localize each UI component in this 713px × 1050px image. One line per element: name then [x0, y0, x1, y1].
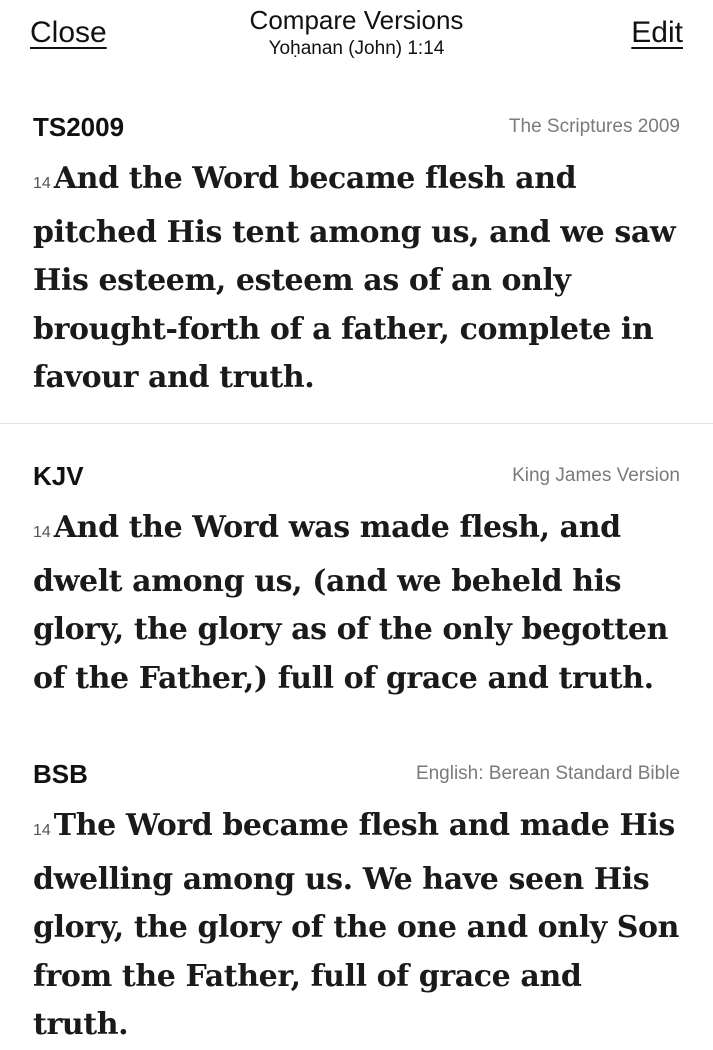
- version-full-name: King James Version: [512, 465, 680, 486]
- version-header: [33, 460, 680, 494]
- verse-text: [33, 155, 683, 403]
- verse-text: [33, 802, 683, 1050]
- page-title: Compare Versions: [249, 5, 464, 35]
- version-abbreviation: BSB: [33, 759, 88, 789]
- edit-button[interactable]: Edit: [631, 16, 683, 49]
- verse-text: [33, 504, 683, 703]
- section-divider: [0, 423, 713, 424]
- verse-body: And the Word became flesh and pitched His tent among us, and we saw His esteem, esteem as of an only brought-forth of a father, complete in favour and truth.: [33, 161, 676, 395]
- version-header: [33, 111, 680, 145]
- version-abbreviation: TS2009: [33, 112, 125, 142]
- header-center: [0, 4, 713, 62]
- verse-number: 14: [33, 175, 51, 192]
- verse-body: The Word became flesh and made His dwelling among us. We have seen His glory, the glory of the one and only Son from the Father, full of grace and truth.: [33, 808, 680, 1042]
- nav-header: [0, 0, 713, 80]
- version-header: [33, 758, 680, 792]
- close-button[interactable]: Close: [30, 16, 107, 49]
- version-full-name: English: Berean Standard Bible: [415, 763, 680, 784]
- verse-reference: Yoḥanan (John) 1:14: [268, 38, 445, 59]
- verse-number: 14: [33, 524, 51, 541]
- verse-body: And the Word was made flesh, and dwelt among us, (and we beheld his glory, the glory as of the only begotten of the Father,) full of grace and truth.: [33, 510, 668, 696]
- version-full-name: The Scriptures 2009: [508, 116, 680, 137]
- version-abbreviation: KJV: [33, 461, 84, 491]
- verse-number: 14: [33, 822, 51, 839]
